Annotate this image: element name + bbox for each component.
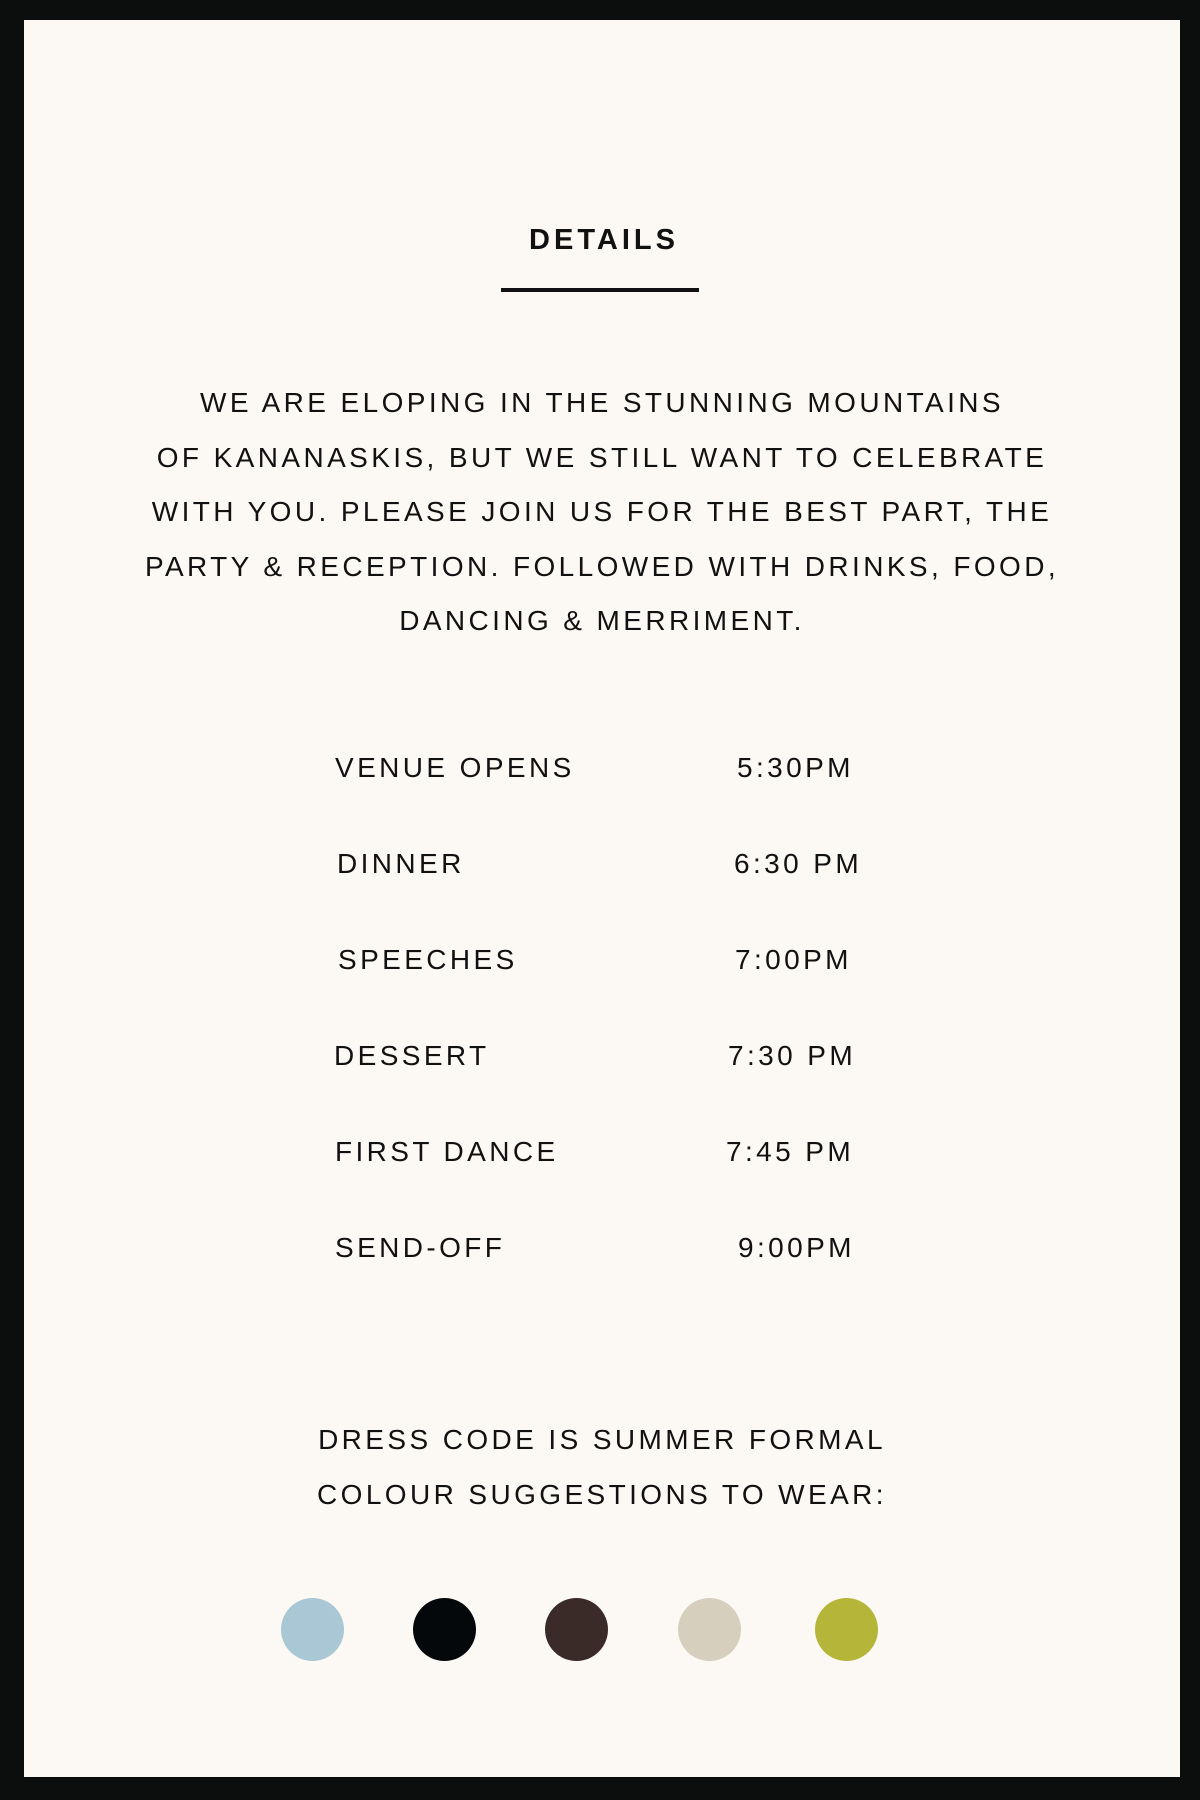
dress-code [24,1412,1180,1522]
schedule-row-dinner [24,844,1180,884]
schedule-event: VENUE OPENS [335,752,575,783]
colour-swatch [678,1598,741,1661]
schedule-time: 6:30 PM [734,848,863,879]
intro-line: WITH YOU. PLEASE JOIN US FOR THE BEST PART, THE [151,496,1053,527]
schedule-time: 7:00PM [735,944,852,975]
page-title: DETAILS [529,224,679,256]
schedule-row-dessert [24,1036,1180,1076]
schedule-event: DESSERT [334,1040,490,1071]
schedule-event: SEND-OFF [335,1232,506,1263]
schedule-row-venue-opens [24,748,1180,788]
intro-paragraph [144,376,1060,649]
schedule-event: FIRST DANCE [335,1136,559,1167]
schedule-row-first-dance [24,1132,1180,1172]
colour-swatch [281,1598,344,1661]
details-card [24,20,1180,1777]
schedule-time: 5:30PM [737,752,854,783]
colour-suggestions-line: COLOUR SUGGESTIONS TO WEAR: [317,1479,887,1510]
schedule-event: SPEECHES [338,944,518,975]
schedule-row-send-off [24,1228,1180,1268]
schedule-time: 7:30 PM [728,1040,857,1071]
colour-swatch [413,1598,476,1661]
title-divider [501,288,699,292]
intro-line: DANCING & MERRIMENT. [399,605,805,636]
schedule-row-speeches [24,940,1180,980]
colour-swatches [24,1598,1180,1662]
intro-line: OF KANANASKIS, BUT WE STILL WANT TO CELEBRATE [156,441,1048,473]
colour-swatch [815,1598,878,1661]
intro-line: WE ARE ELOPING IN THE STUNNING MOUNTAINS [200,387,1004,418]
colour-swatch [545,1598,608,1661]
schedule-time: 9:00PM [738,1232,855,1263]
dress-code-line: DRESS CODE IS SUMMER FORMAL [318,1424,886,1455]
schedule-event: DINNER [337,848,465,879]
schedule-time: 7:45 PM [726,1136,855,1167]
intro-line: PARTY & RECEPTION. FOLLOWED WITH DRINKS, FOOD, [144,550,1060,582]
